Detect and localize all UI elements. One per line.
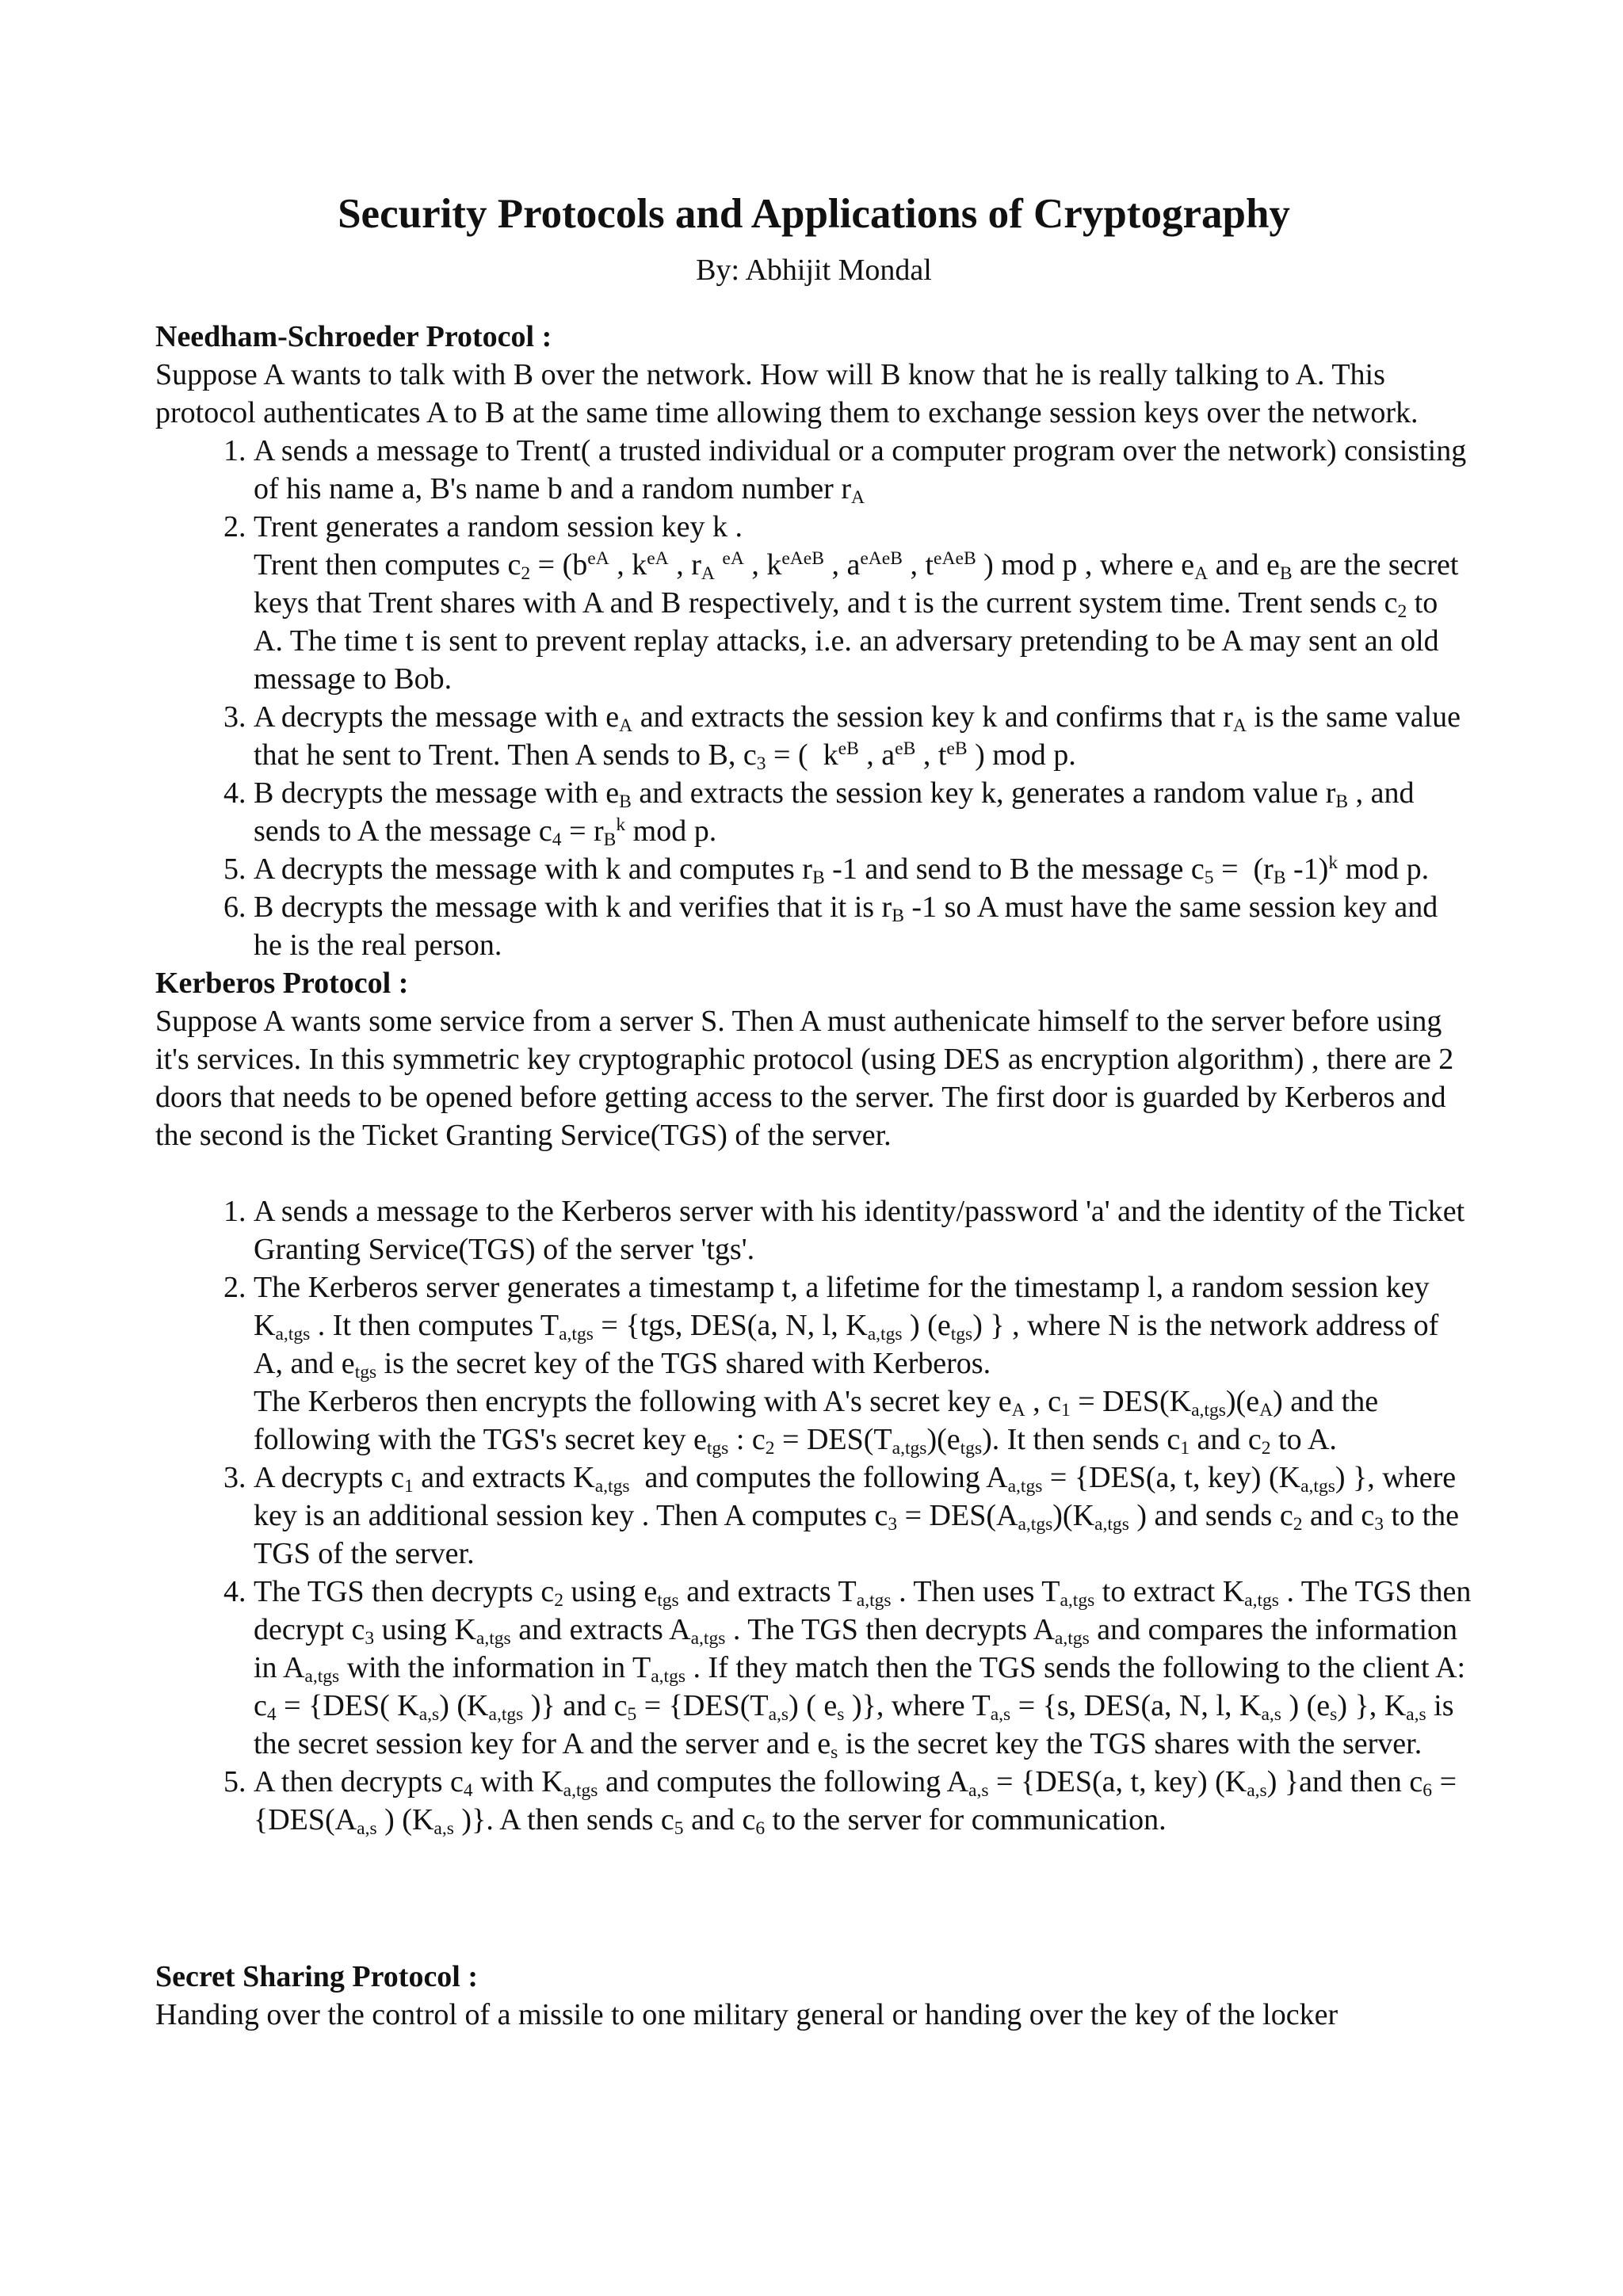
list-item: 6. B decrypts the message with k and verifies that it is $r_B$ -1 so A must have the same session key and he is the real person. (254, 888, 1472, 964)
kerberos-steps (155, 1192, 1472, 1839)
section-intro-kerberos: Suppose A wants some service from a server S. Then A must authenicate himself to the server before using it's services. In this symmetric key cryptographic protocol (using DES as encryption algorithm) , there are 2 doors that needs to be opened before getting access to the server. The first door is guarded by Kerberos and the second is the Ticket Granting Service(TGS) of the server. (155, 1005, 1454, 1152)
list-item: 5. A decrypts the message with k and computes $r_B$ -1 and send to B the message $c_5 = (r_B$ -1)$^k$ mod p. (254, 850, 1472, 888)
list-item: 3. A decrypts $c_1$ and extracts $K_{a,tgs}$ and computes the following $A_{a,tgs} = \{DES(a$, t, key) $(K_{a,tgs})$ }, where key is an additional session key . Then A computes $c_3 = DES(A_{a,tgs})(K_{a,tgs}$ ) and sends $c_2$ and $c_3$ to the TGS of the server. (254, 1459, 1472, 1573)
document-title: Security Protocols and Applications of Cryptography (338, 191, 1290, 237)
section-heading-secret-sharing: Secret Sharing Protocol : (155, 1960, 479, 1993)
document-author: By: Abhijit Mondal (696, 254, 932, 287)
list-item: 1. A sends a message to Trent( a trusted individual or a computer program over the network) consisting of his name a, B's name b and a random number $r_A$ (254, 432, 1472, 508)
list-item: 2. The Kerberos server generates a timestamp t, a lifetime for the timestamp l, a random session key $K_{a,tgs}$ . It then computes $T_{a,tgs} = \{tgs$, DES(a, N, l, $K_{a,tgs}$ ) $(e_{tgs})$ } , where N is the network address of A, and $e_{tgs}$ is the secret key of the TGS shared with Kerberos. The Kerberos then encrypts the following with A's secret key $e_A$ , $c_1 = DES(K_{a,tgs})(e_A)$ and the following with the TGS's secret key $e_{tgs}$ : $c_2 = DES(T_{a,tgs})(e_{tgs})$. It then sends $c_1$ and $c_2$ to A. (254, 1268, 1472, 1459)
list-item: 2. Trent generates a random session key k . Trent then computes $c_2 = (b^{eA}$ , $k^{eA}$ , $r_A$ $^{eA}$ , $k^{eAeB}$ , $a^{eAeB}$ , $t^{eAeB}$ ) mod p , where $e_A$ and $e_B$ are the secret keys that Trent shares with A and B respectively, and t is the current system time. Trent sends $c_2$ to A. The time t is sent to prevent replay attacks, i.e. an adversary pretending to be A may sent an old message to Bob. (254, 508, 1472, 698)
list-item: 4. The TGS then decrypts $c_2$ using $e_{tgs}$ and extracts $T_{a,tgs}$ . Then uses $T_{a,tgs}$ to extract $K_{a,tgs}$ . The TGS then decrypt $c_3$ using $K_{a,tgs}$ and extracts $A_{a,tgs}$ . The TGS then decrypts $A_{a,tgs}$ and compares the information in $A_{a,tgs}$ with the information in $T_{a,tgs}$ . If they match then the TGS sends the following to the client A: $c_4 = \{DES$( $K_{a,s}$) ($K_{a,tgs}$ )} and $c_5 = \{DES(T_{a,s})$ ( $e_s$ )}, where $T_{a,s} = \{s$, DES(a, N, l, $K_{a,s}$ ) $(e_s)$ }, $K_{a,s}$ is the secret session key for A and the server and $e_s$ is the secret key the TGS shares with the server. (254, 1573, 1472, 1763)
list-item: 4. B decrypts the message with $e_B$ and extracts the session key k, generates a random value $r_B$ , and sends to A the message $c_4 = r_B^k$ mod p. (254, 774, 1472, 850)
list-item: 1. A sends a message to the Kerberos server with his identity/password 'a' and the identity of the Ticket Granting Service(TGS) of the server 'tgs'. (254, 1192, 1472, 1268)
section-heading-kerberos: Kerberos Protocol : (155, 967, 409, 1000)
section-heading-needham-schroeder: Needham-Schroeder Protocol : (155, 320, 552, 353)
needham-schroeder-steps (155, 432, 1472, 964)
section-intro-needham-schroeder: Suppose A wants to talk with B over the network. How will B know that he is really talking to A. This protocol authenticates A to B at the same time allowing them to exchange session keys over the network. (155, 358, 1419, 429)
list-item: 5. A then decrypts $c_4$ with $K_{a,tgs}$ and computes the following $A_{a,s} = \{DES(a$, t, key) $(K_{a,s})$ }and then $c_6 = \{DES(A_{a,s}$ ) ($K_{a,s}$ )}. A then sends $c_5$ and $c_6$ to the server for communication. (254, 1763, 1472, 1839)
list-item: 3. A decrypts the message with $e_A$ and extracts the session key k and confirms that $r_A$ is the same value that he sent to Trent. Then A sends to B, $c_3$ = ( $k^{eB}$ , $a^{eB}$ , $t^{eB}$ ) mod p. (254, 698, 1472, 774)
section-intro-secret-sharing: Handing over the control of a missile to one military general or handing over the key of the locker (155, 1998, 1338, 2031)
